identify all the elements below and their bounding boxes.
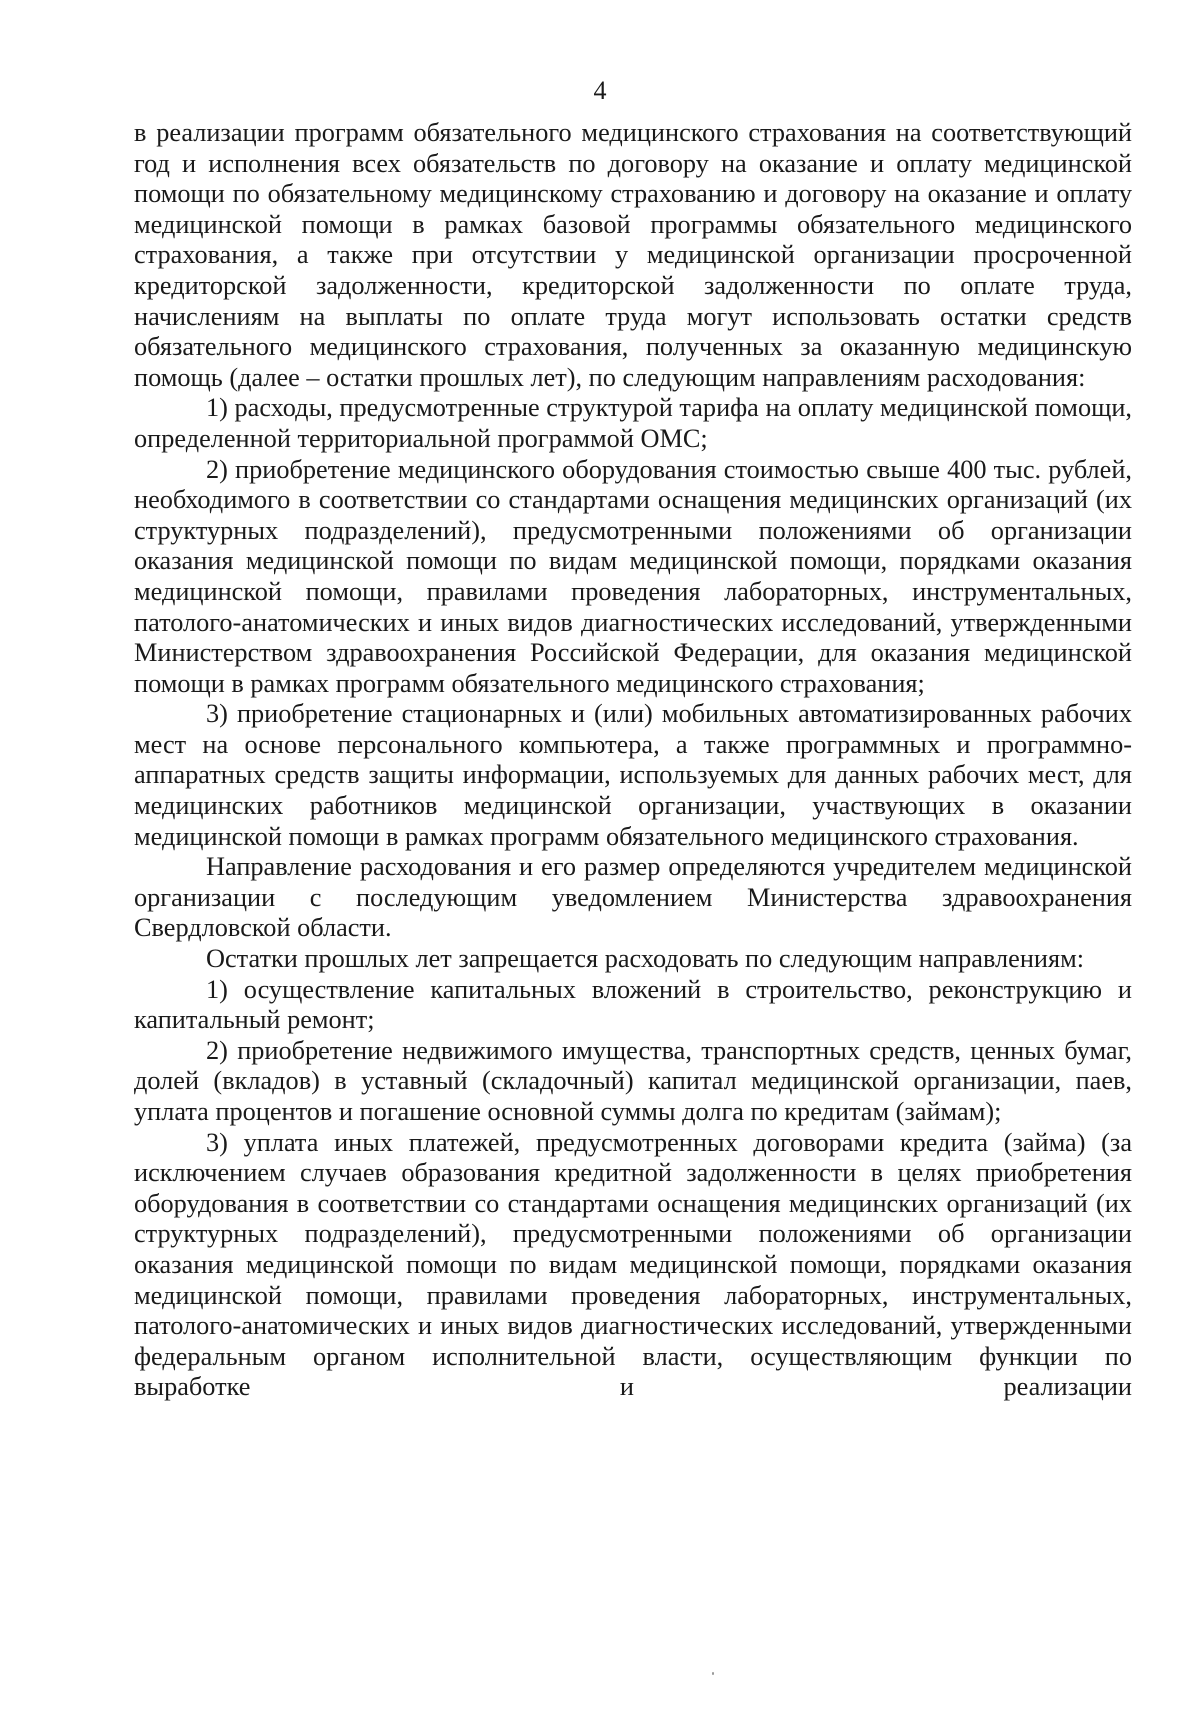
paragraph-item-1-expenses: 1) расходы, предусмотренные структурой тарифа на оплату медицинской помощи, определенной территориальной программой ОМС; — [134, 393, 1132, 453]
page-number: 4 — [593, 76, 607, 105]
scan-artifact — [712, 1672, 714, 1675]
paragraph-prohibition-2: 2) приобретение недвижимого имущества, транспортных средств, ценных бумаг, долей (вкладов) в уставный (складочный) капитал медицинской организации, паев, уплата процентов и погашение основной суммы долга по кредитам (займам); — [134, 1035, 1132, 1126]
paragraph-item-3-workstations: 3) приобретение стационарных и (или) мобильных автоматизированных рабочих мест на основе персонального компьютера, а также программных и программно-аппаратных средств защиты информации, используемых для данных рабочих мест, для медицинских работников медицинской организации, участвующих в оказании медицинской помощи в рамках программ обязательного медицинского страхования. — [134, 699, 1132, 851]
paragraph-prohibition-1: 1) осуществление капитальных вложений в строительство, реконструкцию и капитальный ремонт; — [134, 974, 1132, 1035]
paragraph-prohibitions-intro: Остатки прошлых лет запрещается расходовать по следующим направлениям: — [206, 944, 1085, 974]
paragraph-prohibition-3: 3) уплата иных платежей, предусмотренных договорами кредита (займа) (за исключением случаев образования кредитной задолженности в целях приобретения оборудования в соответствии со стандартами оснащения медицинских организаций (их структурных подразделений), предусмотренными положениями об организации оказания медицинской помощи по видам медицинской помощи, порядками оказания медицинской помощи, правилами проведения лабораторных, инструментальных, патолого-анатомических и иных видов диагностических исследований, утвержденными федеральным органом исполнительной власти, осуществляющим функции по выработке и реализации — [134, 1127, 1132, 1402]
paragraph-item-2-equipment: 2) приобретение медицинского оборудования стоимостью свыше 400 тыс. рублей, необходимого в соответствии со стандартами оснащения медицинских организаций (их структурных подразделений), предусмотренными положениями об организации оказания медицинской помощи по видам медицинской помощи, порядками оказания медицинской помощи, правилами проведения лабораторных, инструментальных, патолого-анатомических и иных видов диагностических исследований, утвержденными Министерством здравоохранения Российской Федерации, для оказания медицинской помощи в рамках программ обязательного медицинского страхования; — [134, 454, 1132, 698]
paragraph-direction-notice: Направление расходования и его размер определяются учредителем медицинской организации с последующим уведомлением Министерства здравоохранения Свердловской области. — [134, 852, 1132, 943]
document-body — [134, 118, 1132, 1403]
paragraph-continuation: в реализации программ обязательного медицинского страхования на соответствующий год и исполнения всех обязательств по договору на оказание и оплату медицинской помощи по обязательному медицинскому страхованию и договору на оказание и оплату медицинской помощи в рамках базовой программы обязательного медицинского страхования, а также при отсутствии у медицинской организации просроченной кредиторской задолженности, кредиторской задолженности по оплате труда, начислениям на выплаты по оплате труда могут использовать остатки средств обязательного медицинского страхования, полученных за оказанную медицинскую помощь (далее – остатки прошлых лет), по следующим направлениям расходования: — [134, 118, 1132, 392]
